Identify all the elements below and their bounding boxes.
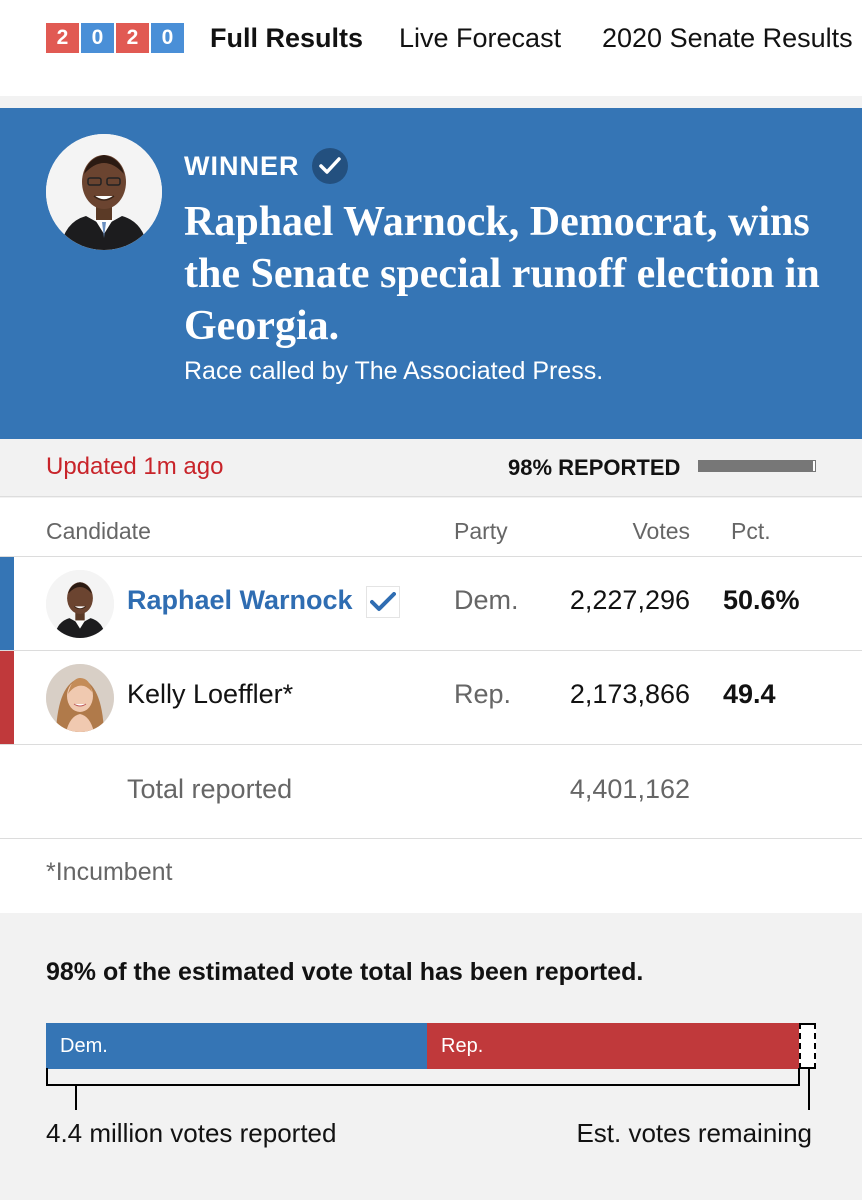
estimate-title: 98% of the estimated vote total has been reported.: [46, 958, 644, 986]
winner-panel: [0, 108, 862, 439]
table-footnote-row: [0, 838, 862, 913]
votes-reported-caption: 4.4 million votes reported: [46, 1118, 337, 1148]
logo-digit: 0: [151, 23, 184, 53]
winner-headline: Raphael Warnock, Democrat, wins the Senate special runoff election in Georgia.: [184, 199, 820, 349]
vote-share-bar: [46, 1023, 816, 1069]
remaining-segment: [799, 1023, 816, 1069]
total-label: Total reported: [127, 774, 293, 804]
incumbent-footnote: *Incumbent: [46, 858, 173, 886]
candidate-name[interactable]: Raphael Warnock: [127, 585, 353, 615]
checkmark-icon: [312, 148, 348, 184]
results-table: [0, 498, 862, 913]
total-votes: 4,401,162: [569, 774, 690, 804]
candidate-pct: 50.6%: [723, 585, 800, 615]
winner-label: [184, 148, 348, 184]
rep-segment-label: Rep.: [441, 1035, 484, 1057]
votes-remaining-caption: Est. votes remaining: [576, 1118, 812, 1148]
warnock-avatar: [46, 570, 114, 638]
party-stripe-rep: [0, 651, 14, 744]
header-candidate: Candidate: [46, 518, 151, 544]
reported-tick: [75, 1086, 77, 1110]
party-stripe-dem: [0, 557, 14, 650]
header-pct: Pct.: [731, 518, 771, 544]
race-called-note: Race called by The Associated Press.: [184, 357, 604, 385]
header-party: Party: [454, 518, 508, 544]
nav-live-forecast[interactable]: Live Forecast: [399, 23, 562, 53]
winner-label-text: WINNER: [184, 150, 300, 181]
reported-bracket: [46, 1068, 800, 1086]
logo-digit: 2: [116, 23, 149, 53]
nav-full-results[interactable]: Full Results: [210, 23, 364, 53]
candidate-votes: 2,173,866: [569, 679, 690, 709]
table-row-warnock[interactable]: [0, 556, 862, 650]
updated-timestamp: Updated 1m ago: [46, 453, 224, 480]
dem-segment: [46, 1023, 427, 1069]
election-2020-logo[interactable]: [46, 23, 184, 53]
nav-senate-results[interactable]: 2020 Senate Results: [602, 23, 853, 53]
table-row-total: [0, 744, 862, 838]
dem-segment-label: Dem.: [60, 1035, 108, 1057]
status-bar: [0, 439, 862, 497]
header-votes: Votes: [632, 518, 690, 544]
loeffler-avatar: [46, 664, 114, 732]
winner-check-icon: [366, 586, 400, 618]
candidate-party: Dem.: [454, 585, 519, 615]
logo-digit: 0: [81, 23, 114, 53]
top-nav: [0, 0, 862, 96]
table-row-loeffler[interactable]: [0, 650, 862, 744]
reported-progress-fill: [699, 461, 813, 471]
remaining-tick: [808, 1069, 810, 1110]
winner-avatar: [46, 134, 162, 250]
rep-segment: [427, 1023, 799, 1069]
candidate-name[interactable]: Kelly Loeffler*: [127, 679, 294, 709]
candidate-party: Rep.: [454, 679, 512, 709]
reported-label: 98% REPORTED: [508, 455, 681, 480]
logo-digit: 2: [46, 23, 79, 53]
candidate-pct: 49.4: [723, 679, 776, 709]
reported-progress-bar: [698, 460, 816, 472]
candidate-votes: 2,227,296: [569, 585, 690, 615]
